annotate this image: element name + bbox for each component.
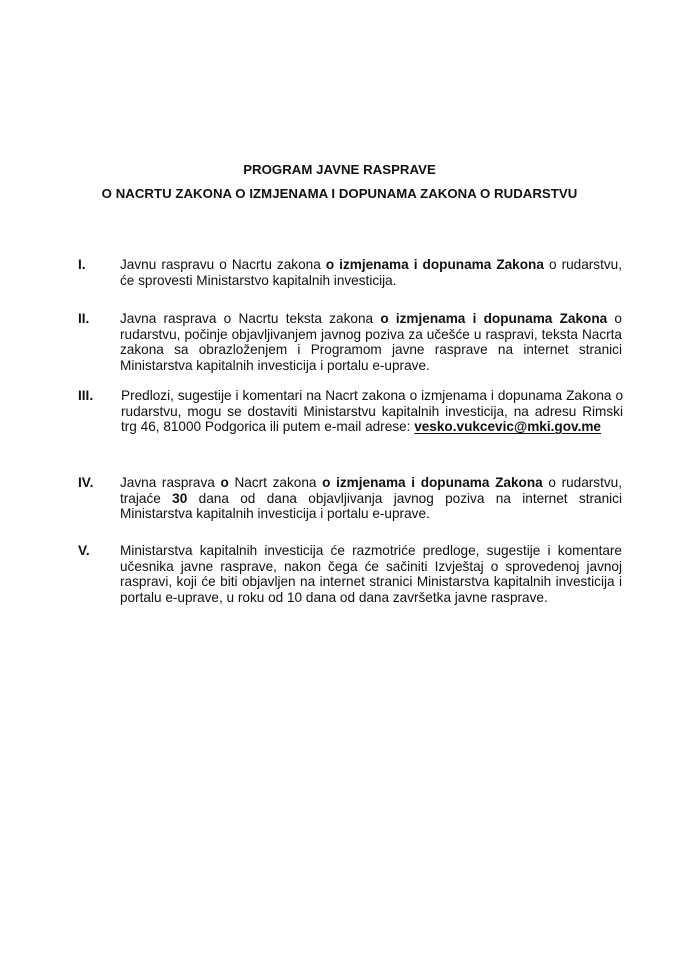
email-link[interactable]: vesko.vukcevic@mki.gov.me (414, 419, 601, 435)
duration-days: 30 (172, 490, 188, 506)
section-text (120, 475, 622, 522)
document-title: PROGRAM JAVNE RASPRAVE (243, 162, 436, 177)
text-run: Javnu raspravu o Nacrtu zakona (120, 257, 326, 272)
document-subtitle: O NACRTU ZAKONA O IZMJENAMA I DOPUNAMA ZAKONA O RUDARSTVU (101, 186, 578, 201)
section-numeral: V. (78, 543, 90, 558)
section-text (120, 257, 622, 288)
section-numeral: III. (78, 388, 94, 403)
text-run: Javna rasprava o Nacrtu teksta zakona (120, 311, 381, 326)
section-text (120, 543, 622, 605)
text-run: o rudarstvu, počinje objavljivanjem javnog poziva za učešće u raspravi, teksta Nacrta zakona sa obrazloženjem i Programom javne rasprave na internet stranici Ministarstva kapitalnih investicija i portalu e-uprave. (120, 311, 622, 373)
text-run: o rudarstvu, će sprovesti Ministarstvo kapitalnih investicija. (120, 257, 623, 288)
section-text (120, 311, 622, 373)
section-text (121, 388, 623, 435)
text-run: Predlozi, sugestije i komentari na Nacrt zakona o izmjenama i dopunama Zakona o rudarstvu, mogu se dostaviti Ministarstvu kapitalnih investicija, na adresu Rimski trg 46, 81000 Podgorica ili putem e-mail adrese: (121, 388, 623, 435)
bold-text-run: o izmjenama i dopunama Zakona (322, 475, 543, 490)
bold-text-run: o izmjenama i dopunama Zakona (325, 257, 544, 272)
bold-text-run: o izmjenama i dopunama Zakona (380, 311, 608, 326)
text-run: Ministarstva kapitalnih investicija će razmotriće predloge, sugestije i komentare učesnika javne rasprave, nakon čega će sačiniti Izvještaj o sprovedenoj javnoj raspravi, koji će biti objavljen na internet stranici Ministarstva kapitalnih investicija i portalu e-uprave, u roku od 10 dana od dana završetka javne rasprave. (120, 543, 622, 605)
bold-text-run: o (220, 475, 229, 490)
text-run: Javna rasprava (120, 475, 221, 490)
text-run: dana od dana objavljivanja javnog poziva na internet stranici Ministarstva kapitalnih investicija i portalu e-uprave. (120, 490, 622, 522)
text-run: Nacrt zakona (228, 475, 323, 490)
section-numeral: IV. (78, 475, 94, 490)
text-run: o rudarstvu, trajaće (120, 475, 623, 506)
section-numeral: I. (78, 257, 86, 272)
section-numeral: II. (78, 311, 90, 326)
